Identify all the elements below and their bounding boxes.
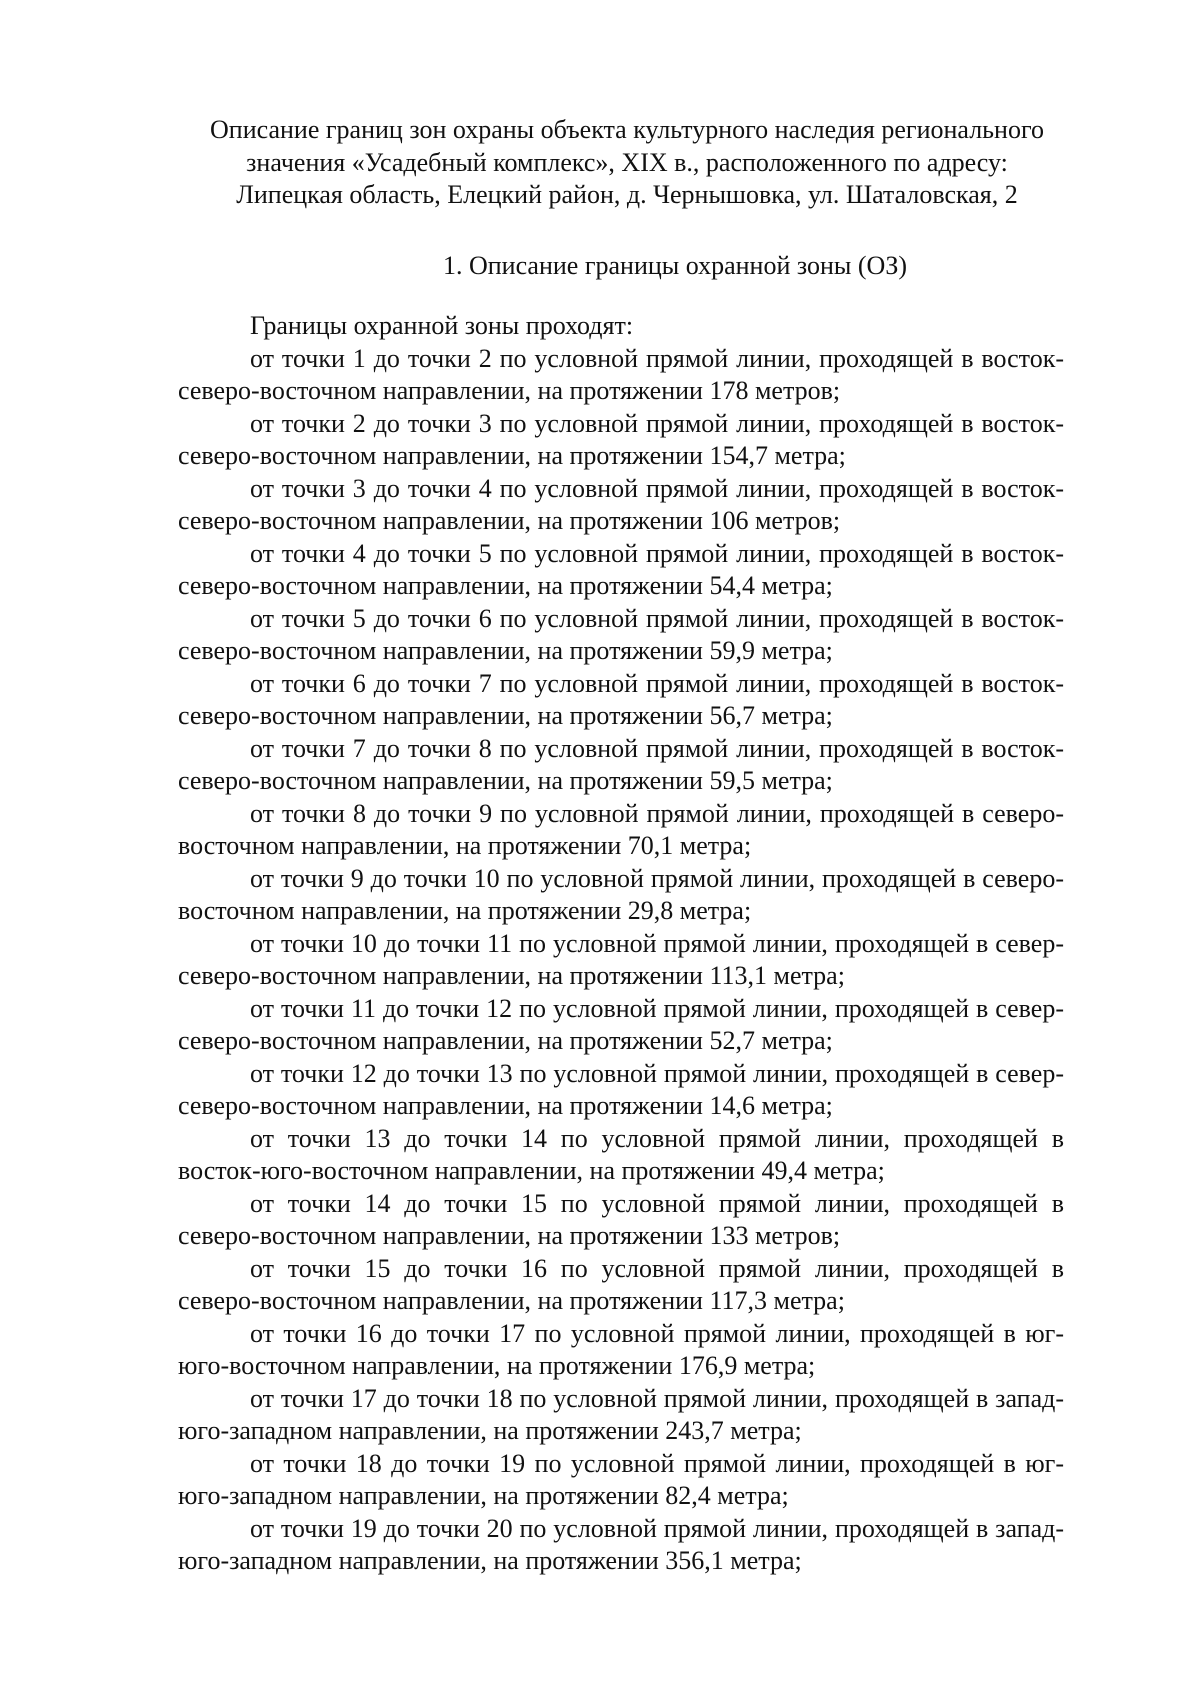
boundary-segment: от точки 9 до точки 10 по условной прямой линии, проходящей в северо-восточном направлении, на протяжении 29,8 метра; <box>178 863 1064 925</box>
boundary-segment: от точки 7 до точки 8 по условной прямой линии, проходящей в восток-северо-восточном направлении, на протяжении 59,5 метра; <box>178 733 1064 795</box>
boundary-segment: от точки 3 до точки 4 по условной прямой линии, проходящей в восток-северо-восточном направлении, на протяжении 106 метров; <box>178 473 1064 535</box>
title-line: Липецкая область, Елецкий район, д. Чернышовка, ул. Шаталовская, 2 <box>236 180 1018 209</box>
boundary-segment: от точки 10 до точки 11 по условной прямой линии, проходящей в север-северо-восточном направлении, на протяжении 113,1 метра; <box>178 928 1064 990</box>
boundary-segment: от точки 6 до точки 7 по условной прямой линии, проходящей в восток-северо-восточном направлении, на протяжении 56,7 метра; <box>178 668 1064 730</box>
intro-paragraph: Границы охранной зоны проходят: <box>250 311 634 340</box>
boundary-segment: от точки 4 до точки 5 по условной прямой линии, проходящей в восток-северо-восточном направлении, на протяжении 54,4 метра; <box>178 538 1064 600</box>
boundary-segment: от точки 15 до точки 16 по условной прямой линии, проходящей в северо-восточном направлении, на протяжении 117,3 метра; <box>178 1253 1064 1315</box>
boundary-segment: от точки 16 до точки 17 по условной прямой линии, проходящей в юг-юго-восточном направлении, на протяжении 176,9 метра; <box>178 1318 1064 1380</box>
title-line: значения «Усадебный комплекс», XIX в., расположенного по адресу: <box>246 147 1008 177</box>
document-body <box>178 310 1064 1578</box>
document-title <box>170 114 1084 212</box>
section-heading: 1. Описание границы охранной зоны (ОЗ) <box>442 251 908 280</box>
boundary-segment: от точки 5 до точки 6 по условной прямой линии, проходящей в восток-северо-восточном направлении, на протяжении 59,9 метра; <box>178 603 1064 665</box>
boundary-segment: от точки 12 до точки 13 по условной прямой линии, проходящей в север-северо-восточном направлении, на протяжении 14,6 метра; <box>178 1058 1064 1120</box>
boundary-segment: от точки 1 до точки 2 по условной прямой линии, проходящей в восток-северо-восточном направлении, на протяжении 178 метров; <box>178 343 1064 405</box>
boundary-segment: от точки 2 до точки 3 по условной прямой линии, проходящей в восток-северо-восточном направлении, на протяжении 154,7 метра; <box>178 408 1064 470</box>
boundary-segment: от точки 17 до точки 18 по условной прямой линии, проходящей в запад-юго-западном направлении, на протяжении 243,7 метра; <box>178 1383 1064 1445</box>
boundary-segment: от точки 18 до точки 19 по условной прямой линии, проходящей в юг-юго-западном направлении, на протяжении 82,4 метра; <box>178 1448 1064 1510</box>
boundary-segment: от точки 14 до точки 15 по условной прямой линии, проходящей в северо-восточном направлении, на протяжении 133 метров; <box>178 1188 1064 1250</box>
boundary-segment: от точки 8 до точки 9 по условной прямой линии, проходящей в северо-восточном направлении, на протяжении 70,1 метра; <box>178 798 1064 860</box>
boundary-segment: от точки 11 до точки 12 по условной прямой линии, проходящей в север-северо-восточном направлении, на протяжении 52,7 метра; <box>178 993 1064 1055</box>
title-line: Описание границ зон охраны объекта культурного наследия регионального <box>210 115 1044 144</box>
boundary-segment: от точки 19 до точки 20 по условной прямой линии, проходящей в запад-юго-западном направлении, на протяжении 356,1 метра; <box>178 1513 1064 1575</box>
boundary-segment: от точки 13 до точки 14 по условной прямой линии, проходящей в восток-юго-восточном направлении, на протяжении 49,4 метра; <box>178 1123 1064 1185</box>
